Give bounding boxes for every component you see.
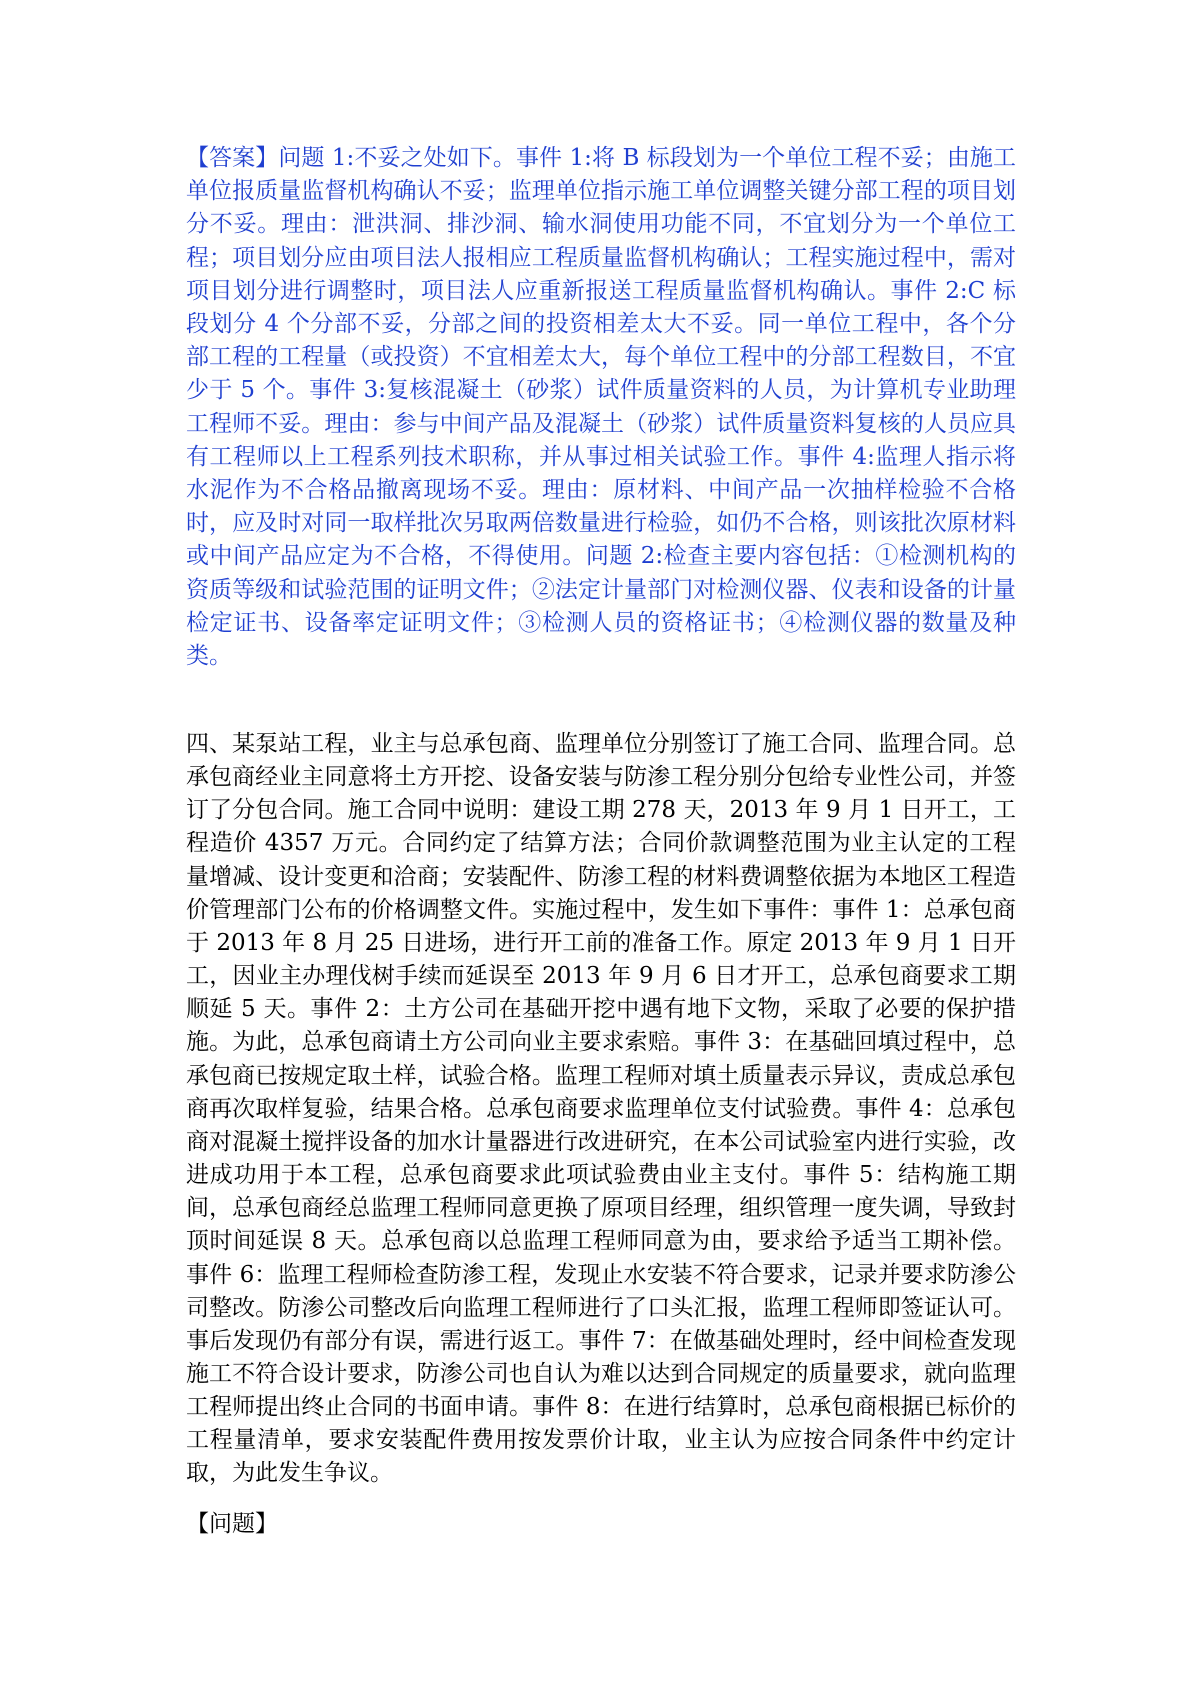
question-four-paragraph: 四、某泵站工程，业主与总承包商、监理单位分别签订了施工合同、监理合同。总承包商经业主同意将土方开挖、设备安装与防渗工程分别分包给专业性公司，并签订了分包合同。施工合同中说明：建设工期 278 天，2013 年 9 月 1 日开工，工程造价 4357 万元。合同约定了结算方法；合同价款调整范围为业主认定的工程量增减、设计变更和洽商；安装配件、防渗工程的材料费调整依据为本地区工程造价管理部门公布的价格调整文件。实施过程中，发生如下事件：事件 1：总承包商于 2013 年 8 月 25 日进场，进行开工前的准备工作。原定 2013 年 9 月 1 日开工，因业主办理伐树手续而延误至 2013 年 9 月 6 日才开工，总承包商要求工期顺延 5 天。事件 2：土方公司在基础开挖中遇有地下文物，采取了必要的保护措施。为此，总承包商请土方公司向业主要求索赔。事件 3：在基础回填过程中，总承包商已按规定取土样，试验合格。监理工程师对填土质量表示异议，责成总承包商再次取样复验，结果合格。总承包商要求监理单位支付试验费。事件 4：总承包商对混凝土搅拌设备的加水计量器进行改进研究，在本公司试验室内进行实验，改进成功用于本工程，总承包商要求此项试验费由业主支付。事件 5：结构施工期间，总承包商经总监理工程师同意更换了原项目经理，组织管理一度失调，导致封顶时间延误 8 天。总承包商以总监理工程师同意为由，要求给予适当工期补偿。事件 6：监理工程师检查防渗工程，发现止水安装不符合要求，记录并要求防渗公司整改。防渗公司整改后向监理工程师进行了口头汇报，监理工程师即签证认可。事后发现仍有部分有误，需进行返工。事件 7：在做基础处理时，经中间检查发现施工不符合设计要求，防渗公司也自认为难以达到合同规定的质量要求，就向监理工程师提出终止合同的书面申请。事件 8：在进行结算时，总承包商根据已标价的工程量清单，要求安装配件费用按发票价计取，业主认为应按合同条件中约定计取，为此发生争议。 xyxy=(186,731,1016,1487)
answer-paragraph: 【答案】问题 1:不妥之处如下。事件 1:将 B 标段划为一个单位工程不妥；由施工单位报质量监督机构确认不妥；监理单位指示施工单位调整关键分部工程的项目划分不妥。理由：泄洪洞、排沙洞、输水洞使用功能不同，不宜划分为一个单位工程；项目划分应由项目法人报相应工程质量监督机构确认；工程实施过程中，需对项目划分进行调整时，项目法人应重新报送工程质量监督机构确认。事件 2:C 标段划分 4 个分部不妥，分部之间的投资相差太大不妥。同一单位工程中，各个分部工程的工程量（或投资）不宜相差太大，每个单位工程中的分部工程数目，不宜少于 5 个。事件 3:复核混凝土（砂浆）试件质量资料的人员，为计算机专业助理工程师不妥。理由：参与中间产品及混凝土（砂浆）试件质量资料复核的人员应具有工程师以上工程系列技术职称，并从事过相关试验工作。事件 4:监理人指示将水泥作为不合格品撤离现场不妥。理由：原材料、中间产品一次抽样检验不合格时，应及时对同一取样批次另取两倍数量进行检验，如仍不合格，则该批次原材料或中间产品应定为不合格，不得使用。问题 2:检查主要内容包括：①检测机构的资质等级和试验范围的证明文件；②法定计量部门对检测仪器、仪表和设备的计量检定证书、设备率定证明文件；③检测人员的资格证书；④检测仪器的数量及种类。 xyxy=(186,145,1016,670)
question-heading: 【问题】 xyxy=(186,1511,278,1537)
